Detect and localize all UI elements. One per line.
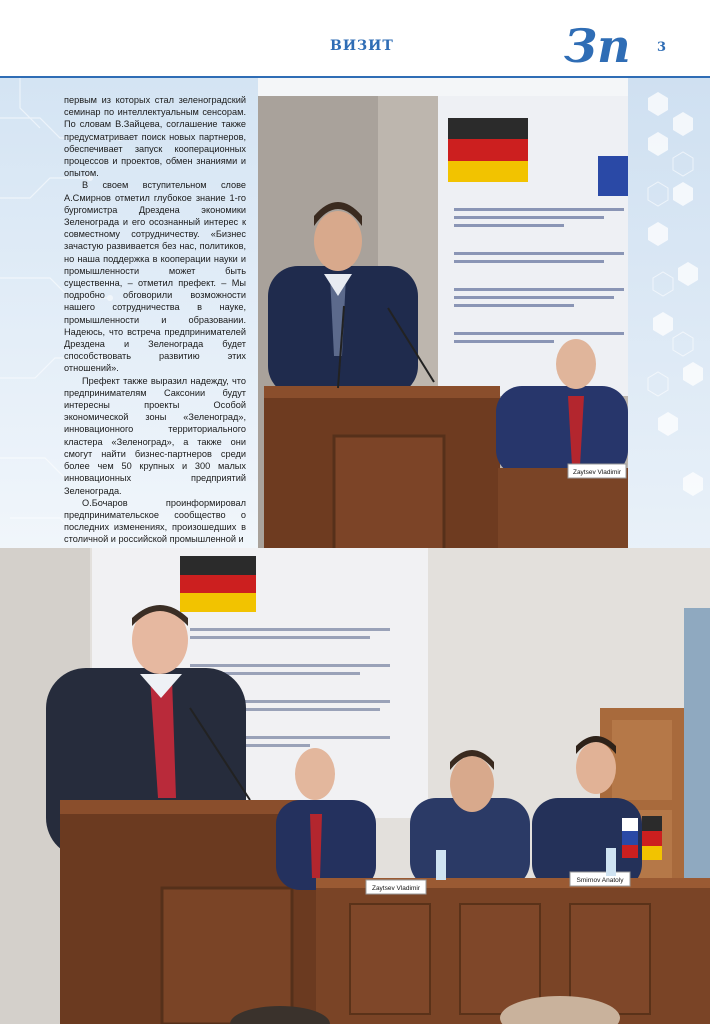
photo-speaker-at-podium bbox=[258, 96, 628, 552]
logo-text: Зп bbox=[564, 19, 631, 73]
decorative-hex-strip bbox=[628, 78, 710, 552]
page-number: 3 bbox=[657, 40, 667, 55]
conference-table-bottom bbox=[316, 878, 710, 1024]
article-paragraph: Префект также выразил надежду, что предпринимателям Саксонии будут интересны проекты Особой экономической зоны «Зеленоград», инновационного территориального кластера «Зеленоград», а также они смогут найти бизнес-партнеров среди более чем 50 крупных и 300 малых инновационных предприятий Зеленограда. bbox=[64, 375, 246, 496]
water-bottle bbox=[606, 848, 616, 876]
magazine-logo bbox=[564, 20, 630, 76]
article-paragraph: В своем вступительном слове А.Смирнов отметил глубокое знание 1-го бургомистра Дрездена экономики Зеленограда и его осознанный интерес к совместному сотрудничеству. «Бизнес зачастую развивается без нас, политиков, но наша поддержка в кооперации науки и промышленности может быть существенна, – отметил префект. – Мы подробно обговорили возможности нашего сотрудничества в науке, промышленности и образовании. Надеюсь, что встреча предпринимателей Дрездена и Зеленограда будет способствовать развитию этих отношений». bbox=[64, 180, 246, 374]
section-title: ВИЗИТ bbox=[330, 38, 394, 54]
nameplate-text: Zaytsev Vladimir bbox=[371, 885, 421, 892]
article-text bbox=[64, 94, 246, 545]
hexagon-pattern-icon bbox=[628, 78, 710, 552]
russian-flag-icon bbox=[598, 156, 628, 196]
nameplate-text: Smirnov Anatoly bbox=[576, 877, 624, 884]
water-bottle bbox=[436, 850, 446, 880]
nameplate-text: Zaytsev Vladimir bbox=[572, 469, 622, 476]
podium bbox=[264, 386, 500, 552]
page-header bbox=[0, 0, 710, 78]
conference-table bbox=[498, 468, 628, 552]
article-paragraph: О.Бочаров проинформировал предпринимательское сообщество о последних изменениях, произошедших в столичной и российской промышленной и bbox=[64, 497, 246, 545]
article-paragraph: первым из которых стал зеленоградский семинар по интеллектуальным сенсорам. По словам В.Зайцева, соглашение также предусматривает поиск новых партнеров, обеспечивает запуск кооперационных процессов и проектов, обмен знаниями и опытом. bbox=[64, 95, 246, 179]
header-divider bbox=[0, 76, 710, 78]
photo-panel-conference bbox=[0, 548, 710, 1024]
